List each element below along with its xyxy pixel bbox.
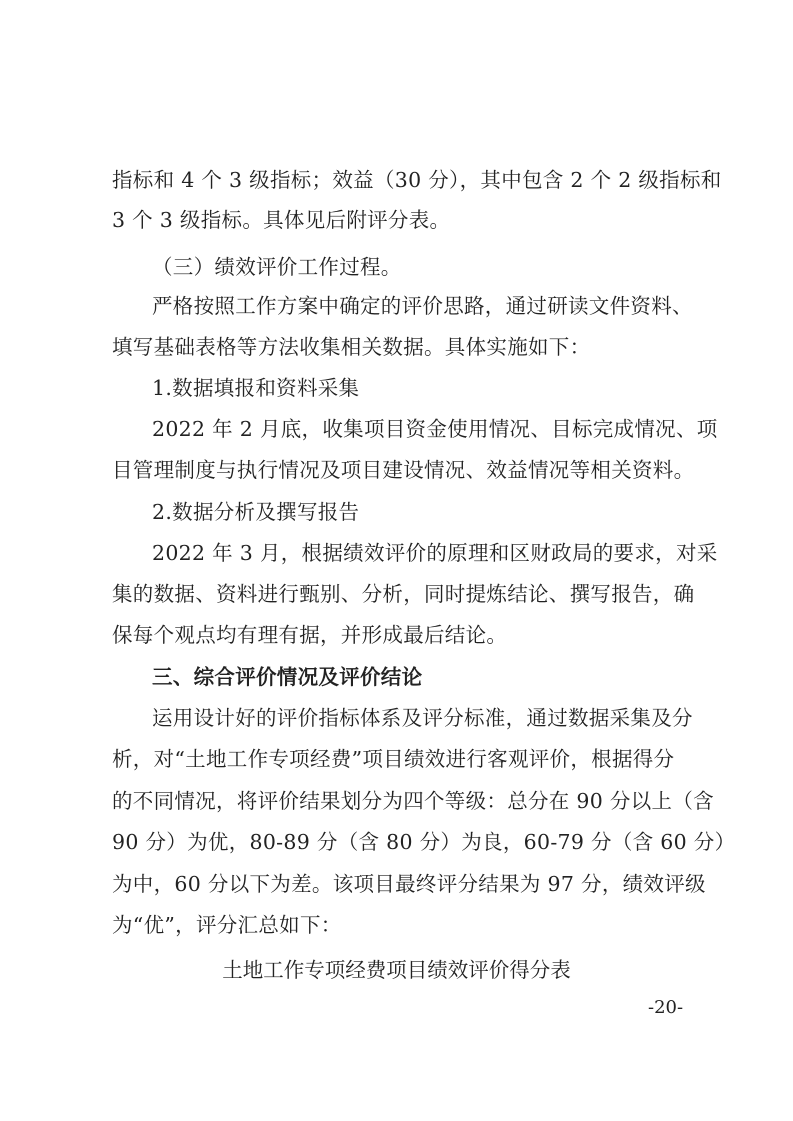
- paragraph-line: 填写基础表格等方法收集相关数据。具体实施如下：: [112, 335, 591, 359]
- paragraph-line: 为“优”，评分汇总如下：: [112, 913, 342, 937]
- paragraph-line: 目管理制度与执行情况及项目建设情况、效益情况等相关资料。: [112, 458, 695, 482]
- paragraph-line: 的不同情况，将评价结果划分为四个等级：总分在 90 分以上（含: [112, 789, 714, 813]
- paragraph-line: 2022 年 2 月底，收集项目资金使用情况、目标完成情况、项: [152, 417, 718, 441]
- paragraph-line: 集的数据、资料进行甄别、分析，同时提炼结论、撰写报告，确: [112, 582, 695, 606]
- section-heading-conclusion: 三、综合评价情况及评价结论: [152, 665, 423, 689]
- page-number: -20-: [648, 997, 684, 1018]
- table-title: 土地工作专项经费项目绩效评价得分表: [222, 958, 571, 982]
- paragraph-line: 严格按照工作方案中确定的评价思路，通过研读文件资料、: [152, 294, 693, 318]
- paragraph-line: 析，对“土地工作专项经费”项目绩效进行客观评价，根据得分: [112, 747, 675, 771]
- paragraph-line: 保每个观点均有理有据，并形成最后结论。: [112, 623, 508, 647]
- paragraph-line: 指标和 4 个 3 级指标；效益（30 分），其中包含 2 个 2 级指标和: [112, 168, 722, 192]
- subheading-data-collection: 1.数据填报和资料采集: [152, 376, 360, 400]
- subheading-data-analysis: 2.数据分析及撰写报告: [152, 500, 360, 524]
- section-heading-process: （三）绩效评价工作过程。: [152, 255, 402, 279]
- paragraph-line: 3 个 3 级指标。具体见后附评分表。: [112, 208, 451, 232]
- paragraph-line: 运用设计好的评价指标体系及评分标准，通过数据采集及分: [152, 706, 693, 730]
- paragraph-line: 90 分）为优，80-89 分（含 80 分）为良，60-79 分（含 60 分）: [112, 830, 736, 854]
- paragraph-line: 2022 年 3 月，根据绩效评价的原理和区财政局的要求，对采: [152, 541, 718, 565]
- paragraph-line: 为中，60 分以下为差。该项目最终评分结果为 97 分，绩效评级: [112, 872, 706, 896]
